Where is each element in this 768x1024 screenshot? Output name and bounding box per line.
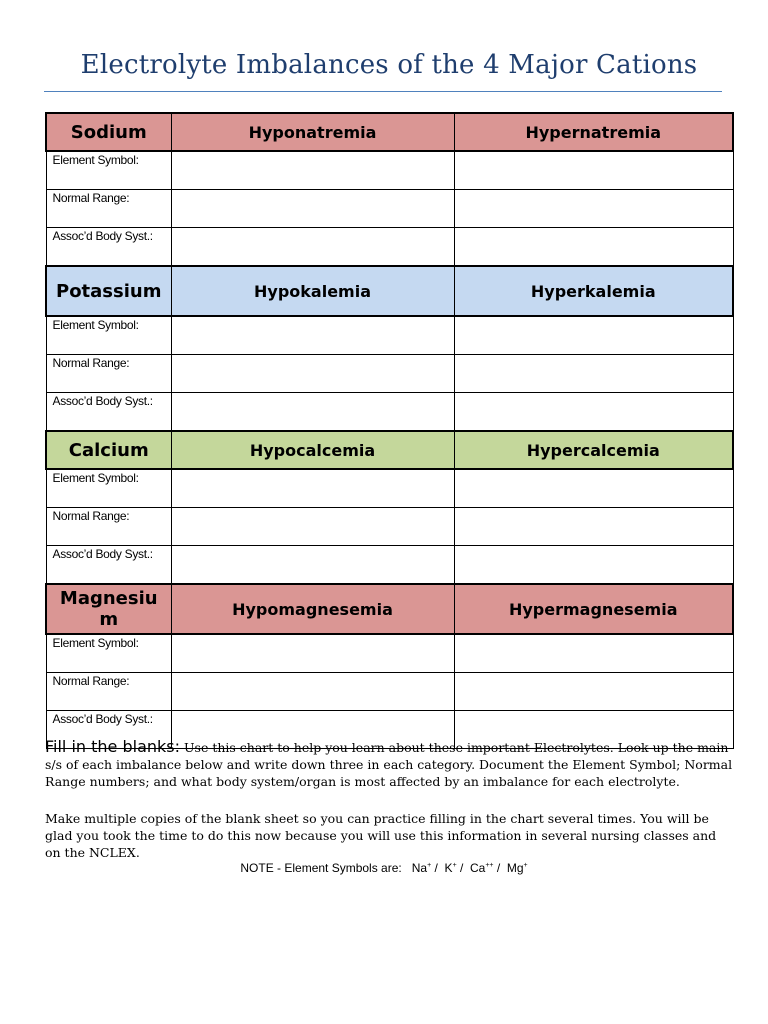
blank-cell[interactable] <box>171 355 454 393</box>
table-row <box>46 634 733 673</box>
blank-cell[interactable] <box>171 546 454 585</box>
row-label: Normal Range: <box>46 508 171 546</box>
blank-cell[interactable] <box>454 508 733 546</box>
instructions-lead: Fill in the blanks: <box>45 737 181 756</box>
section-name: Magnesium <box>46 584 171 634</box>
instructions-text: Use this chart to help you learn about these important Electrolytes. Look up the main s/s of each imbalance below and write down three in each category. Document the Element Symbol; Normal Range numbers; and what body system/organ is most affected by an imbalance for each electrolyte. <box>45 740 733 789</box>
section-header-sodium <box>46 113 733 151</box>
symbol-k: K+ <box>444 861 457 875</box>
section-header-calcium <box>46 431 733 469</box>
element-symbols-note: NOTE - Element Symbols are: Na+ / K+ / Ca++ / Mg+ <box>240 861 528 875</box>
blank-cell[interactable] <box>454 546 733 585</box>
blank-cell[interactable] <box>454 673 733 711</box>
table-row <box>46 228 733 267</box>
blank-cell[interactable] <box>171 508 454 546</box>
hypo-label: Hypocalcemia <box>171 431 454 469</box>
blank-cell[interactable] <box>171 151 454 190</box>
hypo-label: Hypokalemia <box>171 266 454 316</box>
blank-cell[interactable] <box>171 316 454 355</box>
blank-cell[interactable] <box>454 393 733 432</box>
row-label: Assoc’d Body Syst.: <box>46 711 171 749</box>
table-row <box>46 508 733 546</box>
instructions-paragraph-2: Make multiple copies of the blank sheet so you can practice filling in the chart several times. You will be glad you took the time to do this now because you will use this information in several nursing classes and on the NCLEX. <box>45 811 717 860</box>
row-label: Normal Range: <box>46 673 171 711</box>
section-header-potassium <box>46 266 733 316</box>
blank-cell[interactable] <box>454 228 733 267</box>
row-label: Normal Range: <box>46 355 171 393</box>
row-label: Assoc’d Body Syst.: <box>46 393 171 432</box>
table-row <box>46 393 733 432</box>
blank-cell[interactable] <box>171 634 454 673</box>
blank-cell[interactable] <box>454 469 733 508</box>
blank-cell[interactable] <box>454 316 733 355</box>
row-label: Element Symbol: <box>46 469 171 508</box>
blank-cell[interactable] <box>454 634 733 673</box>
blank-cell[interactable] <box>454 355 733 393</box>
blank-cell[interactable] <box>454 151 733 190</box>
row-label: Element Symbol: <box>46 151 171 190</box>
hyper-label: Hypermagnesemia <box>454 584 733 634</box>
hyper-label: Hypernatremia <box>454 113 733 151</box>
instructions-paragraph <box>45 738 735 790</box>
table-row <box>46 355 733 393</box>
symbol-na: Na+ <box>411 861 432 875</box>
title-underline <box>44 91 722 92</box>
section-name: Potassium <box>46 266 171 316</box>
table-row <box>46 673 733 711</box>
hypo-label: Hyponatremia <box>171 113 454 151</box>
electrolyte-table <box>45 112 734 749</box>
blank-cell[interactable] <box>171 673 454 711</box>
table-row <box>46 469 733 508</box>
section-name: Sodium <box>46 113 171 151</box>
blank-cell[interactable] <box>171 393 454 432</box>
row-label: Element Symbol: <box>46 316 171 355</box>
blank-cell[interactable] <box>454 190 733 228</box>
row-label: Element Symbol: <box>46 634 171 673</box>
section-header-magnesium <box>46 584 733 634</box>
blank-cell[interactable] <box>171 469 454 508</box>
table-row <box>46 151 733 190</box>
hyper-label: Hypercalcemia <box>454 431 733 469</box>
section-name: Calcium <box>46 431 171 469</box>
page-title: Electrolyte Imbalances of the 4 Major Cations <box>80 50 698 80</box>
table-row <box>46 316 733 355</box>
symbol-ca: Ca++ <box>470 861 494 875</box>
table-row <box>46 190 733 228</box>
hypo-label: Hypomagnesemia <box>171 584 454 634</box>
blank-cell[interactable] <box>171 190 454 228</box>
note-prefix: NOTE - Element Symbols are: <box>240 861 402 875</box>
symbol-mg: Mg+ <box>506 861 528 875</box>
row-label: Assoc’d Body Syst.: <box>46 228 171 267</box>
hyper-label: Hyperkalemia <box>454 266 733 316</box>
blank-cell[interactable] <box>171 228 454 267</box>
table-row <box>46 546 733 585</box>
row-label: Normal Range: <box>46 190 171 228</box>
row-label: Assoc’d Body Syst.: <box>46 546 171 585</box>
